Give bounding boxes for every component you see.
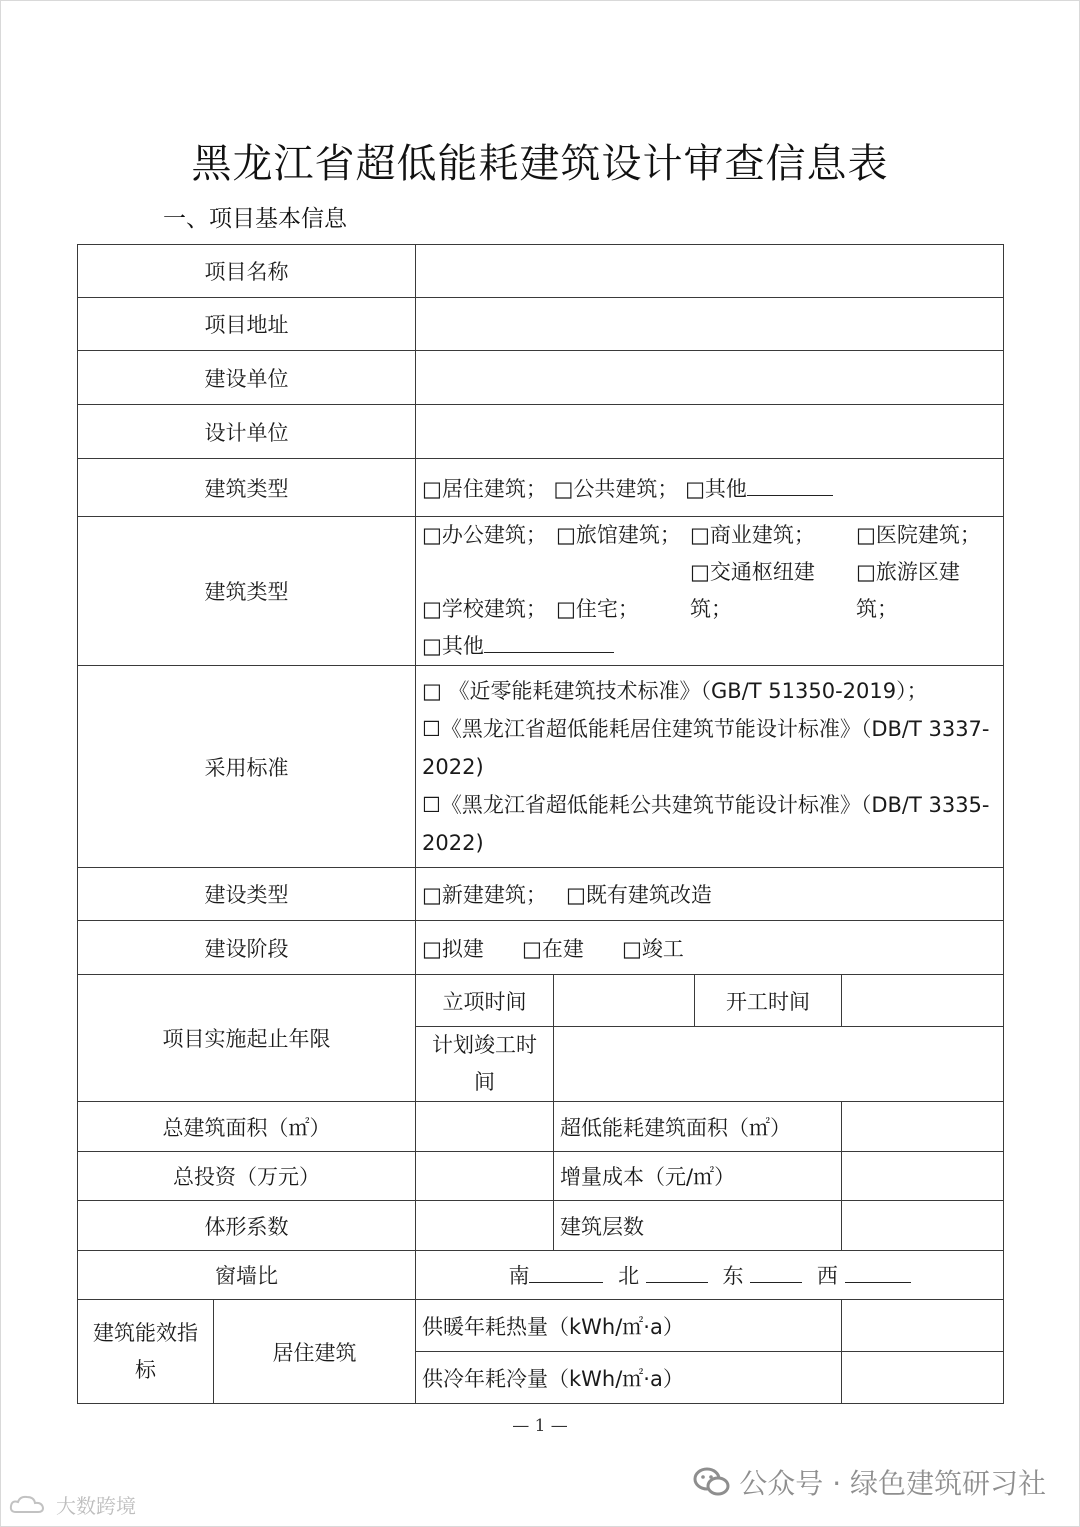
project-name-field[interactable] — [416, 245, 1004, 298]
incremental-cost-field[interactable] — [842, 1152, 1004, 1201]
project-address-label: 项目地址 — [78, 298, 416, 351]
start-time-field[interactable] — [842, 975, 1004, 1027]
north-field[interactable] — [646, 1262, 708, 1283]
approval-time-label: 立项时间 — [416, 975, 554, 1027]
table-row — [78, 1102, 1004, 1152]
start-time-label: 开工时间 — [695, 975, 842, 1027]
option-school[interactable]: □学校建筑； — [422, 597, 547, 621]
construction-stage-label: 建设阶段 — [78, 921, 416, 975]
building-type-label: 建筑类型 — [78, 459, 416, 517]
design-unit-field[interactable] — [416, 405, 1004, 459]
option-office[interactable]: □办公建筑； — [422, 523, 547, 547]
option-proposed[interactable]: □拟建 — [422, 936, 484, 961]
shape-coefficient-field[interactable] — [416, 1201, 554, 1251]
planned-completion-label: 计划竣工时间 — [416, 1027, 554, 1102]
option-under-construction[interactable]: □在建 — [522, 936, 584, 961]
option-tourism[interactable]: □旅游区建筑； — [856, 560, 960, 621]
standard-gb51350[interactable]: □ 《近零能耗建筑技术标准》（GB/T 51350-2019）； — [422, 678, 928, 703]
option-completed[interactable]: □竣工 — [622, 936, 684, 961]
construction-type-options — [416, 868, 1004, 921]
wechat-icon — [693, 1466, 731, 1505]
ultra-low-area-field[interactable] — [842, 1102, 1004, 1152]
section-title: 一、项目基本信息 — [163, 206, 347, 232]
table-row — [78, 921, 1004, 975]
south-label: 南 — [508, 1264, 530, 1288]
standard-db3335[interactable]: ☐《黑龙江省超低能耗公共建筑节能设计标准》（DB/T 3335-2022) — [422, 792, 990, 855]
west-field[interactable] — [845, 1262, 911, 1283]
table-row — [78, 459, 1004, 517]
option-residential[interactable]: □居住建筑； — [422, 476, 547, 501]
option-other[interactable]: □其他 — [685, 476, 747, 501]
table-row — [78, 868, 1004, 921]
ultra-low-area-label: 超低能耗建筑面积（㎡） — [554, 1102, 842, 1152]
incremental-cost-label: 增量成本（元/㎡） — [554, 1152, 842, 1201]
floors-label: 建筑层数 — [554, 1201, 842, 1251]
info-table — [77, 244, 1004, 1404]
shape-coefficient-label: 体形系数 — [78, 1201, 416, 1251]
planned-completion-field[interactable] — [554, 1027, 1004, 1102]
south-field[interactable] — [529, 1262, 603, 1283]
option-commercial[interactable]: □商业建筑； — [690, 523, 815, 547]
table-row — [78, 975, 1004, 1027]
table-row — [78, 245, 1004, 298]
window-wall-ratio-label: 窗墙比 — [78, 1251, 416, 1300]
total-area-label: 总建筑面积（㎡） — [78, 1102, 416, 1152]
project-name-label: 项目名称 — [78, 245, 416, 298]
design-unit-label: 设计单位 — [78, 405, 416, 459]
watermark-dashu — [8, 1490, 136, 1521]
option-hospital[interactable]: □医院建筑； — [856, 523, 981, 547]
table-row — [78, 1300, 1004, 1352]
watermark-wechat — [693, 1462, 1046, 1505]
construction-unit-field[interactable] — [416, 351, 1004, 405]
option-other-subtype[interactable]: □其他 — [422, 634, 484, 658]
east-field[interactable] — [750, 1262, 802, 1283]
cloud-logo-icon — [8, 1494, 48, 1521]
page-title: 黑龙江省超低能耗建筑设计审查信息表 — [191, 141, 889, 187]
watermark-wechat-text: 公众号 · 绿色建筑研习社 — [739, 1467, 1046, 1500]
table-row — [78, 1152, 1004, 1201]
building-subtype-options — [416, 517, 1004, 666]
other-underline[interactable] — [747, 475, 833, 496]
table-row — [78, 666, 1004, 868]
north-label: 北 — [618, 1264, 640, 1288]
standards-label: 采用标准 — [78, 666, 416, 868]
construction-type-label: 建设类型 — [78, 868, 416, 921]
table-row — [78, 351, 1004, 405]
table-row — [78, 1251, 1004, 1300]
project-address-field[interactable] — [416, 298, 1004, 351]
cooling-label: 供冷年耗冷量（kWh/㎡·a） — [416, 1352, 842, 1404]
watermark-dashu-text: 大数跨境 — [56, 1494, 136, 1518]
construction-stage-options — [416, 921, 1004, 975]
residential-label: 居住建筑 — [214, 1300, 416, 1404]
standard-db3337[interactable]: ☐《黑龙江省超低能耗居住建筑节能设计标准》（DB/T 3337-2022) — [422, 716, 990, 779]
construction-unit-label: 建设单位 — [78, 351, 416, 405]
floors-field[interactable] — [842, 1201, 1004, 1251]
table-row — [78, 298, 1004, 351]
option-public[interactable]: □公共建筑； — [553, 476, 679, 501]
east-label: 东 — [722, 1264, 744, 1288]
heating-field[interactable] — [842, 1300, 1004, 1352]
building-subtype-label: 建筑类型 — [78, 517, 416, 666]
other-subtype-underline[interactable] — [484, 632, 614, 653]
energy-index-label: 建筑能效指标 — [78, 1300, 214, 1404]
total-area-field[interactable] — [416, 1102, 554, 1152]
standards-list — [416, 666, 1004, 868]
total-investment-field[interactable] — [416, 1152, 554, 1201]
table-row — [78, 1201, 1004, 1251]
building-type-options — [416, 459, 1004, 517]
option-new-building[interactable]: □新建建筑； — [422, 883, 547, 907]
approval-time-field[interactable] — [554, 975, 695, 1027]
option-retrofit[interactable]: □既有建筑改造 — [566, 883, 712, 907]
cooling-field[interactable] — [842, 1352, 1004, 1404]
window-wall-ratio-fields — [416, 1251, 1004, 1300]
table-row — [78, 405, 1004, 459]
heating-label: 供暖年耗热量（kWh/㎡·a） — [416, 1300, 842, 1352]
table-row — [78, 517, 1004, 666]
page-number: — 1 — — [512, 1416, 568, 1436]
option-housing[interactable]: □住宅； — [556, 597, 639, 621]
total-investment-label: 总投资（万元） — [78, 1152, 416, 1201]
west-label: 西 — [816, 1264, 838, 1288]
period-label: 项目实施起止年限 — [78, 975, 416, 1102]
option-hotel[interactable]: □旅馆建筑； — [556, 523, 681, 547]
option-transport-hub[interactable]: □交通枢纽建筑； — [690, 560, 815, 621]
